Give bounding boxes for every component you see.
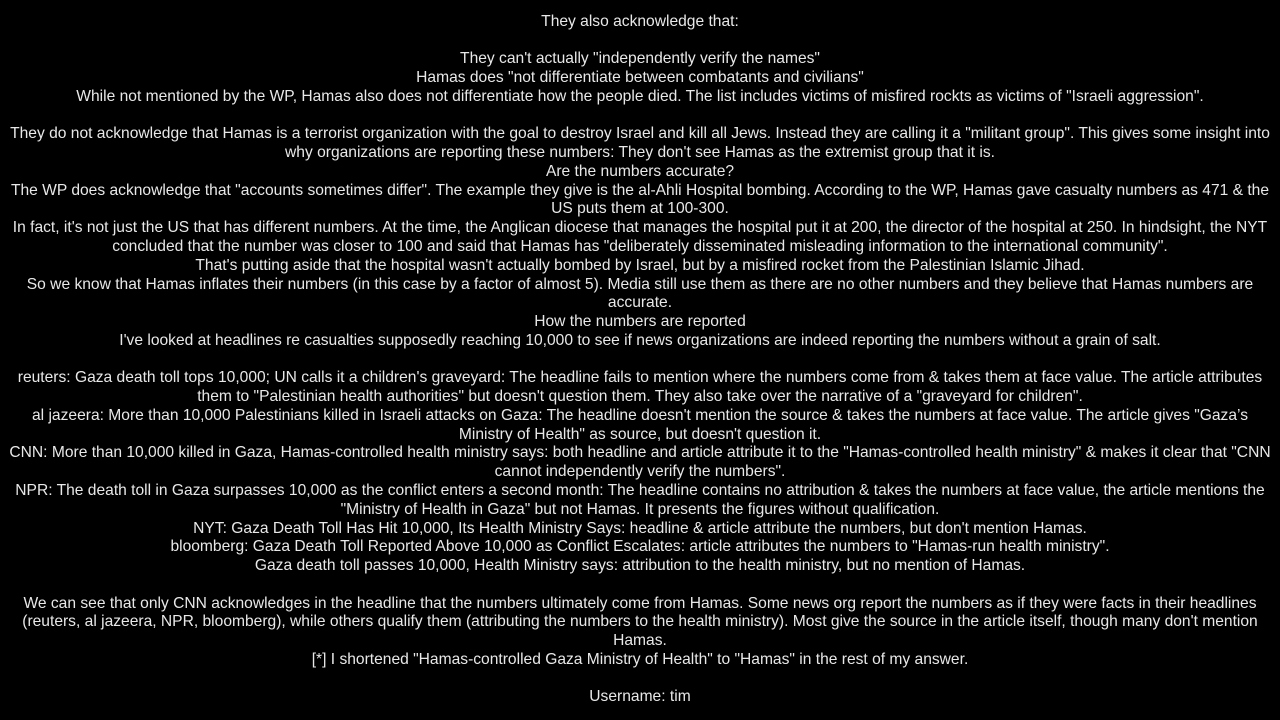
footnote: [*] I shortened "Hamas-controlled Gaza Ministry of Health" to "Hamas" in the rest of my answer. [311,650,969,668]
accuracy-paragraph: So we know that Hamas inflates their numbers (in this case by a factor of almost 5). Media still use them as there are no other numbers and they believe that Hamas numbers are accurate. [26,275,1254,312]
accuracy-paragraph: In fact, it's not just the US that has different numbers. At the time, the Anglican diocese that manages the hospital put it at 200, the director of the hospital at 250. In hindsight, the NYT concluded that the number was closer to 100 and said that Hamas has "deliberately disseminated misleading information to the international community". [12,219,1268,255]
headline-item: NPR: The death toll in Gaza surpasses 10,000 as the conflict enters a second month: The headline contains no attribution & takes the numbers at face value, the article mentions the "Ministry of Health in Gaza" but not Hamas. It presents the figures without qualification. [15,482,1265,518]
headline-item: al jazeera: More than 10,000 Palestinians killed in Israeli attacks on Gaza: The headline doesn't mention the source & takes the numbers at face value. The article gives "Gaza’s Ministry of Health" as source, but doesn't question it. [32,406,1248,443]
username: Username: tim [589,688,691,706]
intro-heading: They also acknowledge that: [541,13,739,30]
reporting-heading: How the numbers are reported [534,313,746,331]
acknowledgement-line: Hamas does "not differentiate between combatants and civilians" [416,69,864,87]
acknowledgement-line: They can't actually "independently verify the names" [460,50,820,68]
accuracy-paragraph: The WP does acknowledge that "accounts sometimes differ". The example they give is the al-Ahli Hospital bombing. According to the WP, Hamas gave casualty numbers as 471 & the US puts them at 100-300. [10,181,1270,218]
spacer [5,351,1275,370]
acknowledgement-line: While not mentioned by the WP, Hamas also does not differentiate how the people died. The list includes victims of misfired rockts as victims of "Israeli aggression". [76,87,1204,105]
headline-item: Gaza death toll passes 10,000, Health Ministry says: attribution to the health ministry, but no mention of Hamas. [254,557,1026,575]
spacer [5,670,1275,689]
reporting-intro: I've looked at headlines re casualties supposedly reaching 10,000 to see if news organizations are indeed reporting the numbers without a grain of salt. [119,331,1161,349]
terrorist-paragraph: They do not acknowledge that Hamas is a terrorist organization with the goal to destroy Israel and kill all Jews. Instead they are calling it a "militant group". This gives some insight into why organizations are reporting these numbers: They don't see Hamas as the extremist group that it is. [10,125,1270,161]
headline-item: bloomberg: Gaza Death Toll Reported Above 10,000 as Conflict Escalates: article attributes the numbers to "Hamas-run health ministry". [170,538,1110,556]
headline-item: NYT: Gaza Death Toll Has Hit 10,000, Its Health Ministry Says: headline & article attribute the numbers, but don't mention Hamas. [193,519,1087,537]
conclusion-paragraph: We can see that only CNN acknowledges in the headline that the numbers ultimately come from Hamas. Some news org report the numbers as if they were facts in their headlines (reuters, al jazeera, NPR, bloomberg), while others qualify them (attributing the numbers to the health ministry). Most give the source in the article itself, though many don't mention Hamas. [22,594,1258,650]
spacer [5,576,1275,595]
accuracy-paragraph: That's putting aside that the hospital wasn't actually bombed by Israel, but by a misfired rocket from the Palestinian Islamic Jihad. [195,256,1085,274]
spacer [5,32,1275,51]
spacer [5,107,1275,126]
accuracy-heading: Are the numbers accurate? [545,162,735,180]
headline-item: reuters: Gaza death toll tops 10,000; UN calls it a children's graveyard: The headline fails to mention where the numbers come from & takes them at face value. The article attributes them to "Palestinian health authorities" but doesn't question them. They also take over the narrative of a "graveyard for children". [17,369,1263,406]
headline-item: CNN: More than 10,000 killed in Gaza, Hamas-controlled health ministry says: both headline and article attribute it to the "Hamas-controlled health ministry" & makes it clear that "CNN cannot independently verify the numbers". [9,444,1271,481]
